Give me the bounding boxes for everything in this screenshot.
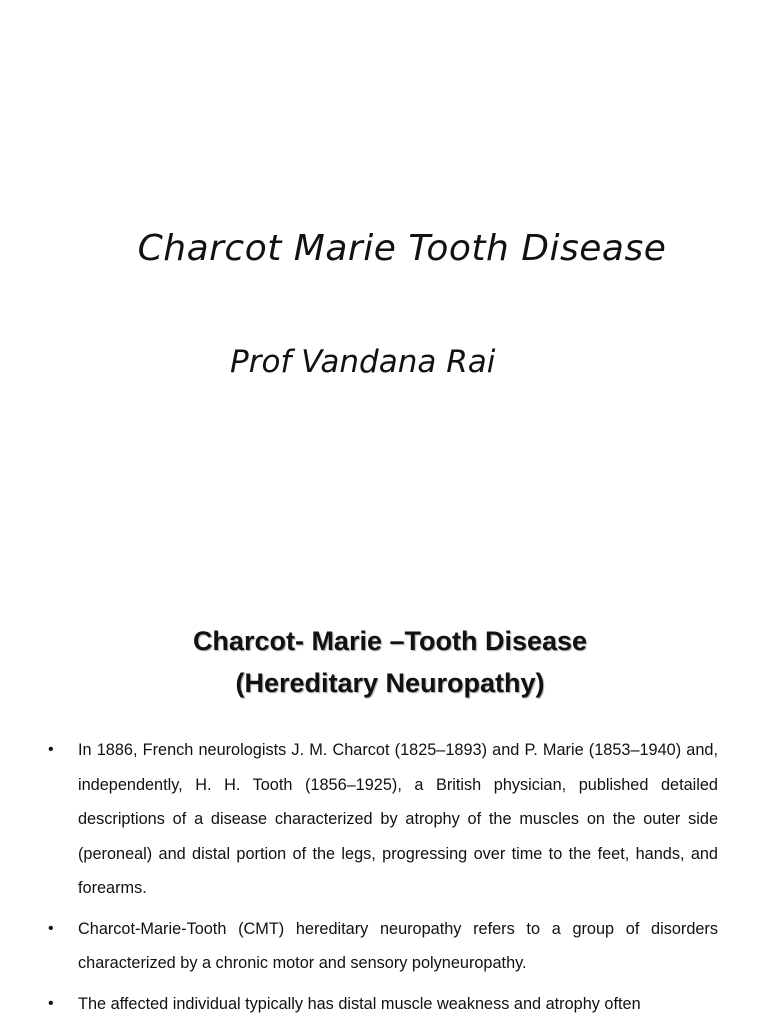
section-heading-line-2: (Hereditary Neuropathy) — [235, 668, 545, 698]
bullet-text: Charcot-Marie-Tooth (CMT) hereditary neuropathy refers to a group of disorders characterized by a chronic motor and sensory polyneuropathy. — [78, 919, 718, 972]
cover-title: Charcot Marie Tooth Disease — [137, 228, 667, 269]
bullet-text: The affected individual typically has distal muscle weakness and atrophy often — [78, 994, 641, 1013]
bullet-item-2 — [0, 912, 768, 981]
section-heading-line-1: Charcot- Marie –Tooth Disease — [192, 626, 588, 656]
bullet-list — [0, 733, 768, 1024]
bullet-marker: • — [48, 919, 54, 937]
bullet-marker: • — [48, 741, 54, 758]
bullet-item-3 — [0, 987, 768, 1022]
bullet-item-1 — [0, 733, 768, 906]
bullet-marker: • — [48, 994, 54, 1012]
bullet-text: In 1886, French neurologists J. M. Charcot (1825–1893) and P. Marie (1853–1940) and, independently, H. H. Tooth (1856–1925), a British physician, published detailed descriptions of a disease characterized by atrophy of the muscles on the outer side (peroneal) and distal portion of the legs, progressing over time to the feet, hands, and forearms. — [78, 741, 718, 897]
section-heading — [0, 620, 768, 704]
cover-author: Prof Vandana Rai — [230, 344, 496, 380]
